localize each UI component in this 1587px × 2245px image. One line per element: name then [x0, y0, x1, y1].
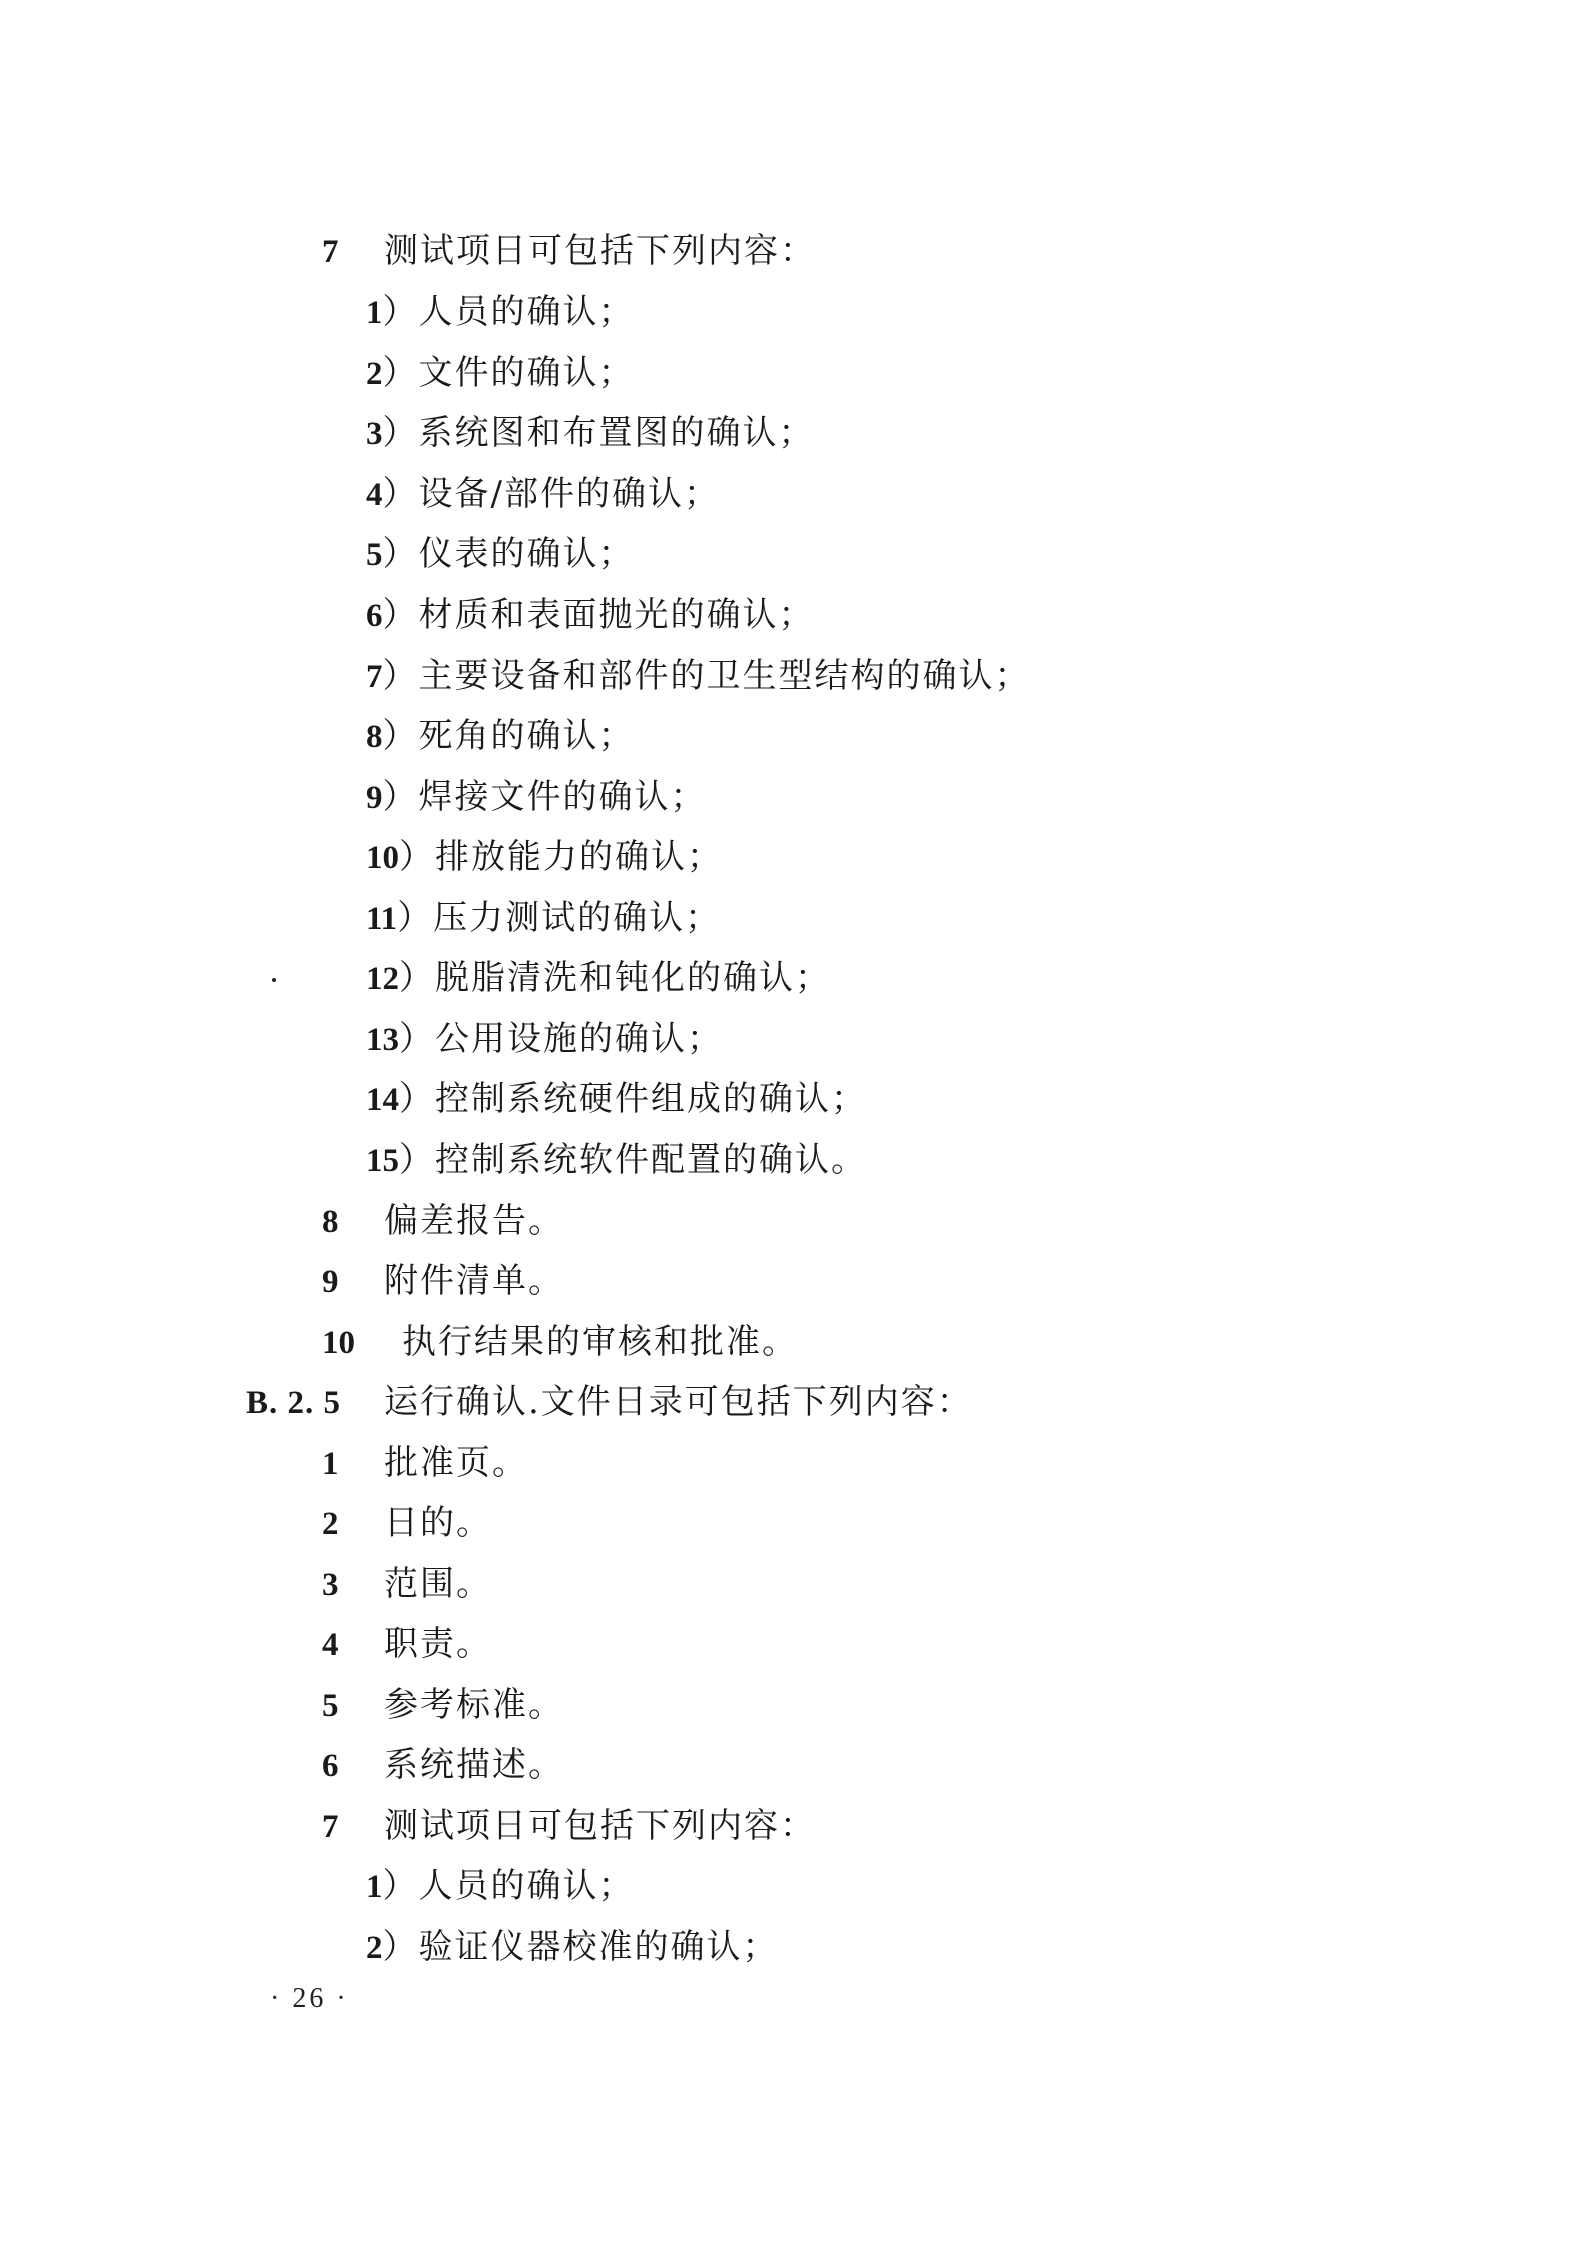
- item-number: 7: [322, 234, 339, 270]
- item-number: 8: [322, 1204, 339, 1240]
- sub-item-number: 2: [366, 1930, 383, 1966]
- item-number: 5: [322, 1688, 339, 1724]
- sub-item-text: ）主要设备和部件的卫生型结构的确认；: [382, 656, 1031, 696]
- sub-item-number: 15: [366, 1143, 399, 1179]
- sub-item-number: 5: [366, 537, 383, 573]
- sub-item-text: ）文件的确认；: [382, 353, 635, 393]
- sub-list-item: [366, 1138, 867, 1182]
- sub-item-text: ）验证仪器校准的确认；: [382, 1927, 779, 1967]
- sub-list-item: [366, 532, 635, 576]
- sub-item-number: 1: [366, 1869, 383, 1905]
- item-number: 7: [322, 1809, 339, 1845]
- sub-item-text: ）控制系统软件配置的确认。: [399, 1140, 867, 1180]
- sub-item-text: ）压力测试的确认；: [397, 898, 722, 938]
- sub-list-item: [366, 835, 723, 879]
- list-item: [322, 1743, 564, 1787]
- sub-item-text: ）材质和表面抛光的确认；: [382, 595, 815, 635]
- sub-list-item: [366, 654, 1031, 698]
- sub-item-number: 8: [366, 719, 383, 755]
- list-item: [322, 229, 816, 273]
- sub-list-item: [366, 1864, 635, 1908]
- item-number: 1: [322, 1446, 339, 1482]
- sub-item-text: ）系统图和布置图的确认；: [382, 413, 815, 453]
- item-text: 附件清单。: [384, 1261, 564, 1301]
- section-number: B. 2. 5: [246, 1385, 342, 1421]
- list-item: [322, 1683, 564, 1727]
- list-item: [322, 1501, 492, 1545]
- sub-item-number: 1: [366, 295, 383, 331]
- sub-item-number: 6: [366, 598, 383, 634]
- sub-list-item: [366, 472, 720, 516]
- sub-item-number: 2: [366, 356, 383, 392]
- sub-list-item: [366, 896, 721, 940]
- sub-item-text: ）人员的确认；: [382, 292, 635, 332]
- sub-list-item: [366, 956, 831, 1000]
- list-item: [322, 1199, 564, 1243]
- sub-item-text: ）公用设施的确认；: [399, 1019, 723, 1059]
- list-item: [322, 1259, 564, 1303]
- sub-item-text: ）死角的确认；: [382, 716, 635, 756]
- item-text: 范围。: [384, 1564, 492, 1604]
- item-text: 日的。: [384, 1503, 492, 1543]
- item-text: 测试项日可包括下列内容：: [384, 1806, 816, 1846]
- sub-item-text: ）仪表的确认；: [382, 534, 635, 574]
- sub-item-text: ）排放能力的确认；: [399, 837, 723, 877]
- item-text: 执行结果的审核和批准。: [402, 1322, 798, 1362]
- sub-item-number: 9: [366, 780, 383, 816]
- section-title: 运行确认.文件日录可包括下列内容：: [384, 1382, 973, 1422]
- sub-item-text: ）焊接文件的确认；: [382, 777, 707, 817]
- item-number: 2: [322, 1506, 339, 1542]
- item-text: 系统描述。: [384, 1745, 564, 1785]
- sub-list-item: [366, 1017, 723, 1061]
- sub-list-item: [366, 411, 815, 455]
- sub-item-text: ）人员的确认；: [382, 1866, 635, 1906]
- sub-item-number: 3: [366, 416, 383, 452]
- sub-item-number: 13: [366, 1022, 399, 1058]
- item-number: 3: [322, 1567, 339, 1603]
- stray-dot: [272, 978, 276, 982]
- item-text: 测试项日可包括下列内容：: [384, 231, 816, 271]
- list-item: [322, 1562, 492, 1606]
- item-text: 职责。: [384, 1624, 492, 1664]
- item-text: 批准页。: [384, 1443, 528, 1483]
- list-item: [322, 1320, 798, 1364]
- sub-list-item: [366, 290, 635, 334]
- sub-item-number: 4: [366, 477, 383, 513]
- sub-list-item: [366, 775, 707, 819]
- item-text: 参考标准。: [384, 1685, 564, 1725]
- sub-item-text: ）脱脂清洗和钝化的确认；: [399, 958, 831, 998]
- sub-item-number: 12: [366, 961, 399, 997]
- list-item: [322, 1804, 816, 1848]
- sub-item-number: 11: [366, 901, 398, 937]
- sub-item-text: ）控制系统硬件组成的确认；: [399, 1079, 867, 1119]
- section-heading: [246, 1380, 973, 1424]
- sub-list-item: [366, 714, 635, 758]
- item-number: 9: [322, 1264, 339, 1300]
- sub-list-item: [366, 1925, 779, 1969]
- sub-list-item: [366, 351, 635, 395]
- sub-item-number: 7: [366, 659, 383, 695]
- sub-item-number: 14: [366, 1082, 399, 1118]
- sub-list-item: [366, 593, 815, 637]
- list-item: [322, 1622, 492, 1666]
- sub-item-number: 10: [366, 840, 399, 876]
- item-number: 10: [322, 1325, 355, 1361]
- list-item: [322, 1441, 528, 1485]
- item-text: 偏差报告。: [384, 1201, 564, 1241]
- item-number: 6: [322, 1748, 339, 1784]
- page-number: · 26 ·: [270, 1983, 349, 2014]
- item-number: 4: [322, 1627, 339, 1663]
- sub-item-text: ）设备/部件的确认；: [382, 474, 720, 514]
- sub-list-item: [366, 1077, 867, 1121]
